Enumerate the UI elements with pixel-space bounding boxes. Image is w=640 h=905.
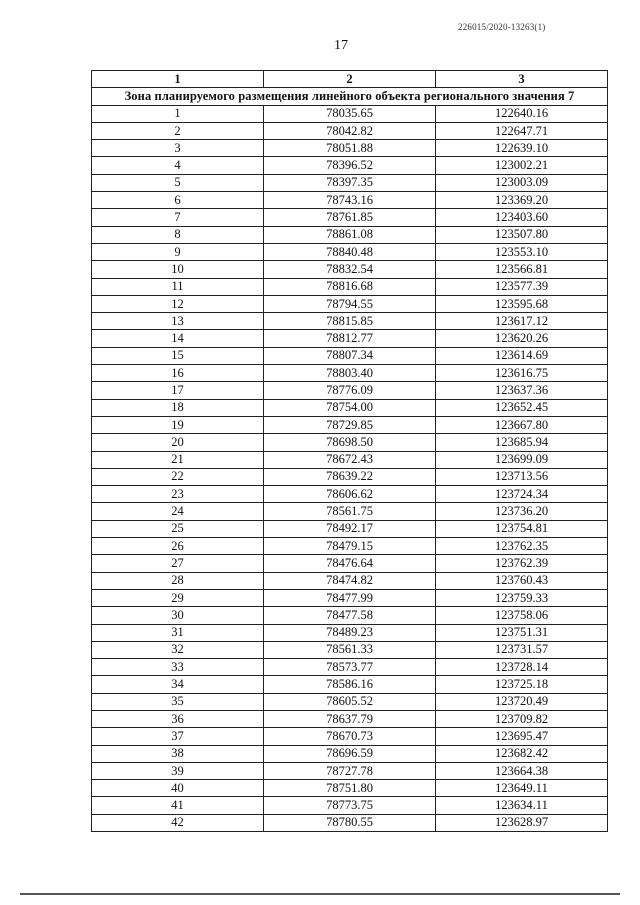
- point-number-cell: 37: [92, 728, 264, 745]
- table-row: [92, 589, 608, 606]
- y-coordinate-cell: 123617.12: [436, 313, 608, 330]
- y-coordinate-cell: 123553.10: [436, 243, 608, 260]
- header-col-2: 2: [264, 71, 436, 88]
- point-number-cell: 29: [92, 589, 264, 606]
- table-row: [92, 174, 608, 191]
- y-coordinate-cell: 122639.10: [436, 140, 608, 157]
- table-row: [92, 607, 608, 624]
- point-number-cell: 39: [92, 762, 264, 779]
- x-coordinate-cell: 78051.88: [264, 140, 436, 157]
- table-row: [92, 762, 608, 779]
- x-coordinate-cell: 78754.00: [264, 399, 436, 416]
- table-row: [92, 140, 608, 157]
- x-coordinate-cell: 78639.22: [264, 468, 436, 485]
- x-coordinate-cell: 78042.82: [264, 122, 436, 139]
- x-coordinate-cell: 78477.99: [264, 589, 436, 606]
- zone-title: Зона планируемого размещения линейного объекта регионального значения 7: [92, 88, 608, 105]
- point-number-cell: 41: [92, 797, 264, 814]
- point-number-cell: 28: [92, 572, 264, 589]
- table-row: [92, 122, 608, 139]
- table-row: [92, 538, 608, 555]
- y-coordinate-cell: 123634.11: [436, 797, 608, 814]
- table-row: [92, 780, 608, 797]
- page-number: 17: [334, 38, 348, 53]
- x-coordinate-cell: 78751.80: [264, 780, 436, 797]
- table-row: [92, 641, 608, 658]
- table-row: [92, 313, 608, 330]
- y-coordinate-cell: 123720.49: [436, 693, 608, 710]
- point-number-cell: 40: [92, 780, 264, 797]
- x-coordinate-cell: 78397.35: [264, 174, 436, 191]
- y-coordinate-cell: 123620.26: [436, 330, 608, 347]
- y-coordinate-cell: 123003.09: [436, 174, 608, 191]
- y-coordinate-cell: 123762.35: [436, 538, 608, 555]
- y-coordinate-cell: 123507.80: [436, 226, 608, 243]
- point-number-cell: 30: [92, 607, 264, 624]
- point-number-cell: 34: [92, 676, 264, 693]
- x-coordinate-cell: 78803.40: [264, 365, 436, 382]
- y-coordinate-cell: 123652.45: [436, 399, 608, 416]
- point-number-cell: 13: [92, 313, 264, 330]
- y-coordinate-cell: 123751.31: [436, 624, 608, 641]
- x-coordinate-cell: 78396.52: [264, 157, 436, 174]
- y-coordinate-cell: 123713.56: [436, 468, 608, 485]
- point-number-cell: 42: [92, 814, 264, 831]
- y-coordinate-cell: 123709.82: [436, 710, 608, 727]
- point-number-cell: 16: [92, 365, 264, 382]
- table-row: [92, 676, 608, 693]
- y-coordinate-cell: 123731.57: [436, 641, 608, 658]
- y-coordinate-cell: 123724.34: [436, 486, 608, 503]
- x-coordinate-cell: 78474.82: [264, 572, 436, 589]
- y-coordinate-cell: 122640.16: [436, 105, 608, 122]
- table-row: [92, 261, 608, 278]
- x-coordinate-cell: 78492.17: [264, 520, 436, 537]
- point-number-cell: 7: [92, 209, 264, 226]
- header-col-1: 1: [92, 71, 264, 88]
- y-coordinate-cell: 123728.14: [436, 659, 608, 676]
- point-number-cell: 1: [92, 105, 264, 122]
- point-number-cell: 32: [92, 641, 264, 658]
- x-coordinate-cell: 78773.75: [264, 797, 436, 814]
- point-number-cell: 24: [92, 503, 264, 520]
- table-row: [92, 451, 608, 468]
- x-coordinate-cell: 78815.85: [264, 313, 436, 330]
- table-row: [92, 659, 608, 676]
- y-coordinate-cell: 123758.06: [436, 607, 608, 624]
- table-row: [92, 226, 608, 243]
- x-coordinate-cell: 78672.43: [264, 451, 436, 468]
- x-coordinate-cell: 78561.33: [264, 641, 436, 658]
- y-coordinate-cell: 123759.33: [436, 589, 608, 606]
- point-number-cell: 15: [92, 347, 264, 364]
- x-coordinate-cell: 78670.73: [264, 728, 436, 745]
- point-number-cell: 27: [92, 555, 264, 572]
- table-row: [92, 728, 608, 745]
- x-coordinate-cell: 78832.54: [264, 261, 436, 278]
- table-row: [92, 745, 608, 762]
- zone-title-row: [92, 88, 608, 105]
- table-row: [92, 710, 608, 727]
- point-number-cell: 8: [92, 226, 264, 243]
- table-row: [92, 468, 608, 485]
- y-coordinate-cell: 123614.69: [436, 347, 608, 364]
- y-coordinate-cell: 123699.09: [436, 451, 608, 468]
- table-row: [92, 555, 608, 572]
- table-row: [92, 416, 608, 433]
- point-number-cell: 22: [92, 468, 264, 485]
- table-row: [92, 693, 608, 710]
- point-number-cell: 10: [92, 261, 264, 278]
- point-number-cell: 19: [92, 416, 264, 433]
- x-coordinate-cell: 78489.23: [264, 624, 436, 641]
- point-number-cell: 21: [92, 451, 264, 468]
- table-row: [92, 382, 608, 399]
- y-coordinate-cell: 123695.47: [436, 728, 608, 745]
- x-coordinate-cell: 78729.85: [264, 416, 436, 433]
- x-coordinate-cell: 78477.58: [264, 607, 436, 624]
- table-row: [92, 365, 608, 382]
- x-coordinate-cell: 78840.48: [264, 243, 436, 260]
- table-row: [92, 192, 608, 209]
- y-coordinate-cell: 123736.20: [436, 503, 608, 520]
- point-number-cell: 23: [92, 486, 264, 503]
- table-row: [92, 209, 608, 226]
- x-coordinate-cell: 78476.64: [264, 555, 436, 572]
- x-coordinate-cell: 78573.77: [264, 659, 436, 676]
- point-number-cell: 20: [92, 434, 264, 451]
- coordinates-table: [91, 70, 608, 832]
- table-row: [92, 486, 608, 503]
- point-number-cell: 31: [92, 624, 264, 641]
- table-row: [92, 797, 608, 814]
- y-coordinate-cell: 123002.21: [436, 157, 608, 174]
- y-coordinate-cell: 123403.60: [436, 209, 608, 226]
- x-coordinate-cell: 78807.34: [264, 347, 436, 364]
- footer-divider: [20, 893, 620, 895]
- x-coordinate-cell: 78605.52: [264, 693, 436, 710]
- y-coordinate-cell: 123577.39: [436, 278, 608, 295]
- table-row: [92, 105, 608, 122]
- x-coordinate-cell: 78743.16: [264, 192, 436, 209]
- y-coordinate-cell: 122647.71: [436, 122, 608, 139]
- header-col-3: 3: [436, 71, 608, 88]
- point-number-cell: 18: [92, 399, 264, 416]
- y-coordinate-cell: 123566.81: [436, 261, 608, 278]
- point-number-cell: 33: [92, 659, 264, 676]
- y-coordinate-cell: 123628.97: [436, 814, 608, 831]
- point-number-cell: 38: [92, 745, 264, 762]
- y-coordinate-cell: 123616.75: [436, 365, 608, 382]
- x-coordinate-cell: 78861.08: [264, 226, 436, 243]
- table-row: [92, 347, 608, 364]
- table-row: [92, 278, 608, 295]
- y-coordinate-cell: 123667.80: [436, 416, 608, 433]
- table-row: [92, 572, 608, 589]
- table-row: [92, 520, 608, 537]
- table-row: [92, 624, 608, 641]
- point-number-cell: 26: [92, 538, 264, 555]
- x-coordinate-cell: 78479.15: [264, 538, 436, 555]
- x-coordinate-cell: 78698.50: [264, 434, 436, 451]
- point-number-cell: 5: [92, 174, 264, 191]
- point-number-cell: 14: [92, 330, 264, 347]
- table-row: [92, 157, 608, 174]
- y-coordinate-cell: 123725.18: [436, 676, 608, 693]
- x-coordinate-cell: 78606.62: [264, 486, 436, 503]
- x-coordinate-cell: 78696.59: [264, 745, 436, 762]
- x-coordinate-cell: 78035.65: [264, 105, 436, 122]
- y-coordinate-cell: 123369.20: [436, 192, 608, 209]
- y-coordinate-cell: 123637.36: [436, 382, 608, 399]
- y-coordinate-cell: 123685.94: [436, 434, 608, 451]
- point-number-cell: 9: [92, 243, 264, 260]
- table-row: [92, 434, 608, 451]
- y-coordinate-cell: 123762.39: [436, 555, 608, 572]
- x-coordinate-cell: 78637.79: [264, 710, 436, 727]
- x-coordinate-cell: 78780.55: [264, 814, 436, 831]
- table-row: [92, 330, 608, 347]
- point-number-cell: 36: [92, 710, 264, 727]
- y-coordinate-cell: 123664.38: [436, 762, 608, 779]
- x-coordinate-cell: 78816.68: [264, 278, 436, 295]
- point-number-cell: 17: [92, 382, 264, 399]
- x-coordinate-cell: 78586.16: [264, 676, 436, 693]
- x-coordinate-cell: 78812.77: [264, 330, 436, 347]
- x-coordinate-cell: 78727.78: [264, 762, 436, 779]
- table-row: [92, 814, 608, 831]
- point-number-cell: 2: [92, 122, 264, 139]
- table-header-row: [92, 71, 608, 88]
- point-number-cell: 3: [92, 140, 264, 157]
- y-coordinate-cell: 123649.11: [436, 780, 608, 797]
- y-coordinate-cell: 123754.81: [436, 520, 608, 537]
- point-number-cell: 25: [92, 520, 264, 537]
- point-number-cell: 35: [92, 693, 264, 710]
- x-coordinate-cell: 78794.55: [264, 295, 436, 312]
- x-coordinate-cell: 78561.75: [264, 503, 436, 520]
- table-row: [92, 503, 608, 520]
- table-row: [92, 243, 608, 260]
- table-row: [92, 295, 608, 312]
- y-coordinate-cell: 123760.43: [436, 572, 608, 589]
- table-row: [92, 399, 608, 416]
- point-number-cell: 6: [92, 192, 264, 209]
- y-coordinate-cell: 123682.42: [436, 745, 608, 762]
- point-number-cell: 11: [92, 278, 264, 295]
- point-number-cell: 12: [92, 295, 264, 312]
- point-number-cell: 4: [92, 157, 264, 174]
- x-coordinate-cell: 78761.85: [264, 209, 436, 226]
- document-id: 226015/2020-13263(1): [458, 22, 546, 32]
- y-coordinate-cell: 123595.68: [436, 295, 608, 312]
- x-coordinate-cell: 78776.09: [264, 382, 436, 399]
